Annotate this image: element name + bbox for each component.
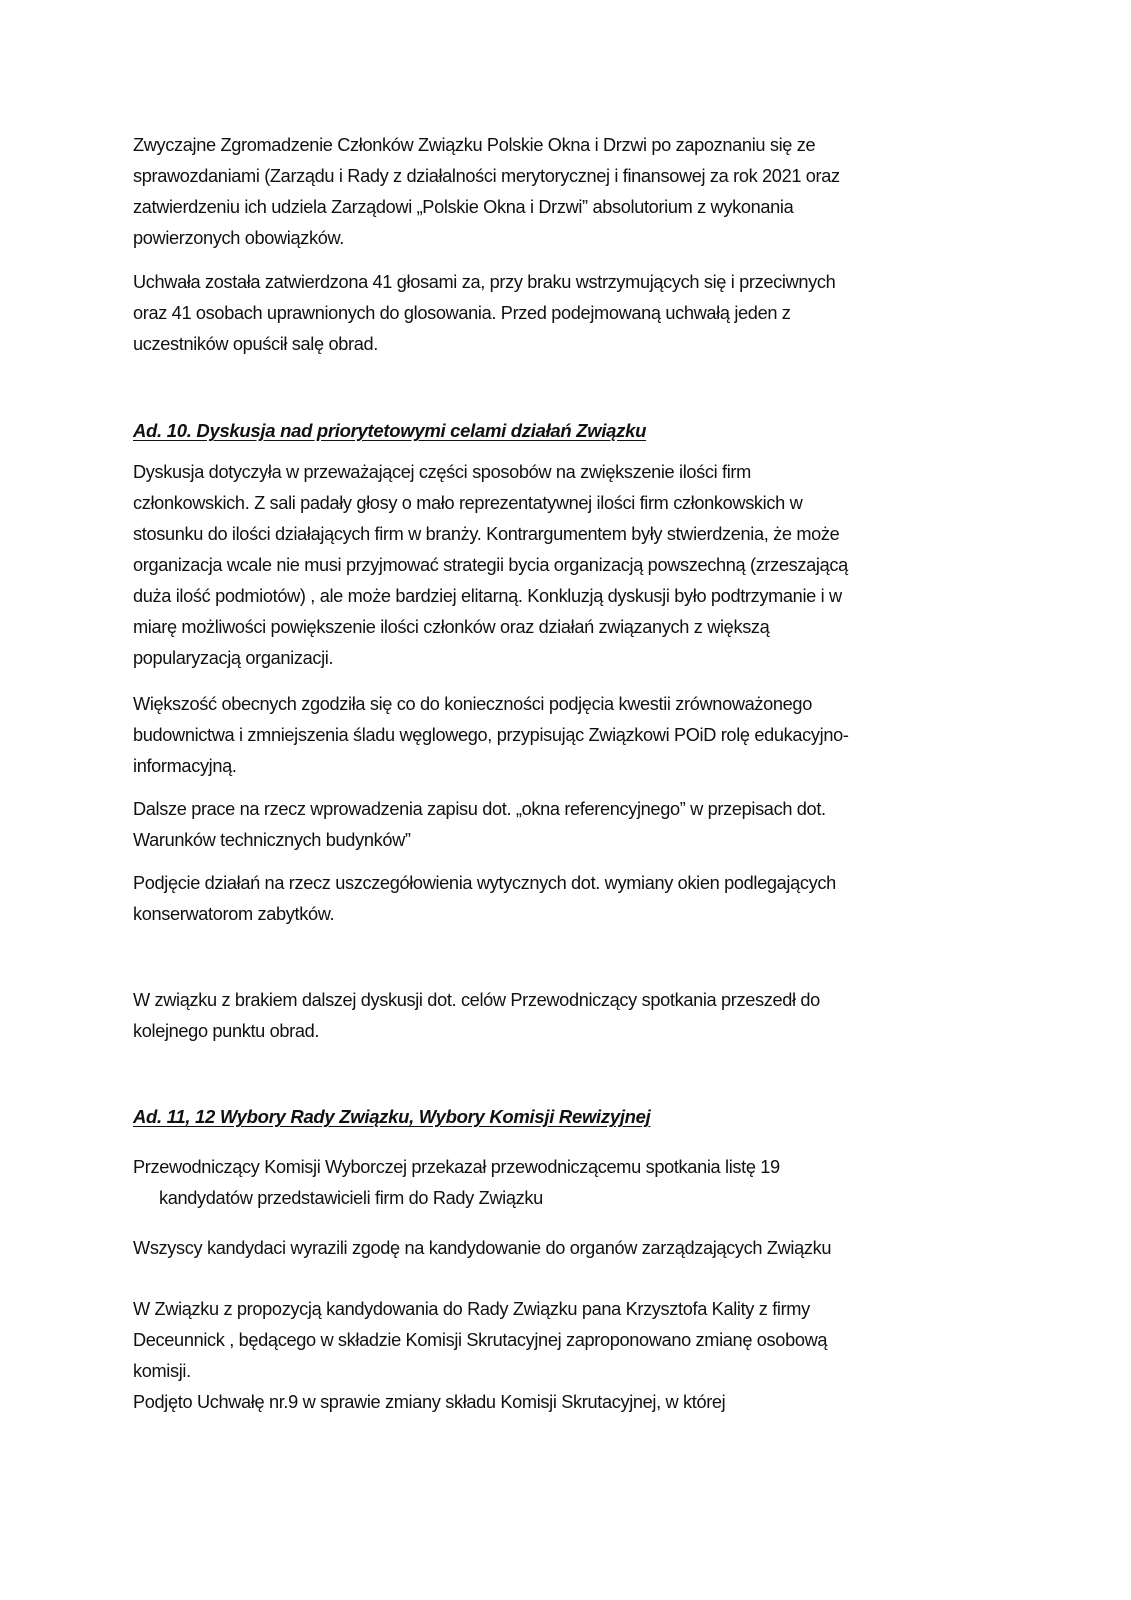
text-line: członkowskich. Z sali padały głosy o mało reprezentatywnej ilości firm członkowskich w bbox=[133, 493, 803, 513]
word: 19 bbox=[760, 1157, 780, 1177]
text-line: konserwatorom zabytków. bbox=[133, 904, 335, 924]
text-line: kandydatów przedstawicieli firm do Rady Związku bbox=[159, 1188, 543, 1208]
text-line: W związku z brakiem dalszej dyskusji dot. celów Przewodniczący spotkania przeszedł do bbox=[133, 990, 820, 1010]
paragraph-discussion bbox=[133, 457, 983, 674]
paragraph-candidate-list bbox=[133, 1152, 983, 1214]
text-line: miarę możliwości powiększenie ilości członków oraz działań związanych z większą bbox=[133, 617, 770, 637]
text-line: kolejnego punktu obrad. bbox=[133, 1021, 320, 1041]
text-line: popularyzacją organizacji. bbox=[133, 648, 334, 668]
paragraph-consent bbox=[133, 1233, 983, 1264]
text-line: duża ilość podmiotów) , ale może bardziej elitarną. Konkluzją dyskusji było podtrzymanie i w bbox=[133, 586, 842, 606]
paragraph-next-point bbox=[133, 985, 983, 1047]
text-line: organizacja wcale nie musi przyjmować strategii bycia organizacją powszechną (zrzeszającą bbox=[133, 555, 848, 575]
text-line: komisji. bbox=[133, 1361, 191, 1381]
text-line: Uchwała została zatwierdzona 41 głosami za, przy braku wstrzymujących się i przeciwnych bbox=[133, 272, 836, 292]
text-line: oraz 41 osobach uprawnionych do glosowania. Przed podejmowaną uchwałą jeden z bbox=[133, 303, 791, 323]
paragraph-sustainability bbox=[133, 689, 983, 782]
text-line: Dalsze prace na rzecz wprowadzenia zapisu dot. „okna referencyjnego” w przepisach dot. bbox=[133, 799, 826, 819]
text-line: budownictwa i zmniejszenia śladu węglowego, przypisując Związkowi POiD rolę edukacyjno- bbox=[133, 725, 849, 745]
section-heading-ad10: Ad. 10. Dyskusja nad priorytetowymi celami działań Związku bbox=[133, 420, 647, 441]
paragraph-commission-change bbox=[133, 1294, 983, 1418]
text-line: Deceunnick , będącego w składzie Komisji Skrutacyjnej zaproponowano zmianę osobową bbox=[133, 1330, 828, 1350]
paragraph-monument-windows bbox=[133, 868, 983, 930]
text-line: Wszyscy kandydaci wyrazili zgodę na kandydowanie do organów zarządzających Związku bbox=[133, 1238, 832, 1258]
text-line: Podjęto Uchwałę nr.9 w sprawie zmiany składu Komisji Skrutacyjnej, w której bbox=[133, 1392, 726, 1412]
paragraph-vote-result bbox=[133, 267, 983, 360]
word: Wyborczej bbox=[325, 1157, 407, 1177]
word: przekazał bbox=[411, 1157, 487, 1177]
word: Komisji bbox=[264, 1157, 321, 1177]
text-line: zatwierdzeniu ich udziela Zarządowi „Polskie Okna i Drzwi” absolutorium z wykonania bbox=[133, 197, 794, 217]
text-line: Zwyczajne Zgromadzenie Członków Związku Polskie Okna i Drzwi po zapoznaniu się ze bbox=[133, 135, 816, 155]
text-line: stosunku do ilości działających firm w branży. Kontrargumentem były stwierdzenia, że może bbox=[133, 524, 840, 544]
word: Przewodniczący bbox=[133, 1157, 260, 1177]
text-line: uczestników opuścił salę obrad. bbox=[133, 334, 378, 354]
text-line: W Związku z propozycją kandydowania do Rady Związku pana Krzysztofa Kality z firmy bbox=[133, 1299, 810, 1319]
text-line: Podjęcie działań na rzecz uszczegółowienia wytycznych dot. wymiany okien podlegających bbox=[133, 873, 836, 893]
text-line: informacyjną. bbox=[133, 756, 237, 776]
word: przewodniczącemu bbox=[490, 1157, 641, 1177]
text-line: powierzonych obowiązków. bbox=[133, 228, 344, 248]
word: spotkania bbox=[645, 1157, 721, 1177]
text-line: sprawozdaniami (Zarządu i Rady z działalności merytorycznej i finansowej za rok 2021 oraz bbox=[133, 166, 840, 186]
text-line-justified bbox=[133, 1152, 978, 1183]
section-heading-ad11-12: Ad. 11, 12 Wybory Rady Związku, Wybory Komisji Rewizyjnej bbox=[133, 1106, 651, 1127]
text-line: Dyskusja dotyczyła w przeważającej części sposobów na zwiększenie ilości firm bbox=[133, 462, 751, 482]
paragraph-reference-window bbox=[133, 794, 983, 856]
text-line: Większość obecnych zgodziła się co do konieczności podjęcia kwestii zrównoważonego bbox=[133, 694, 812, 714]
word: listę bbox=[725, 1157, 756, 1177]
paragraph-absolutorium bbox=[133, 130, 983, 254]
text-line: Warunków technicznych budynków” bbox=[133, 830, 411, 850]
